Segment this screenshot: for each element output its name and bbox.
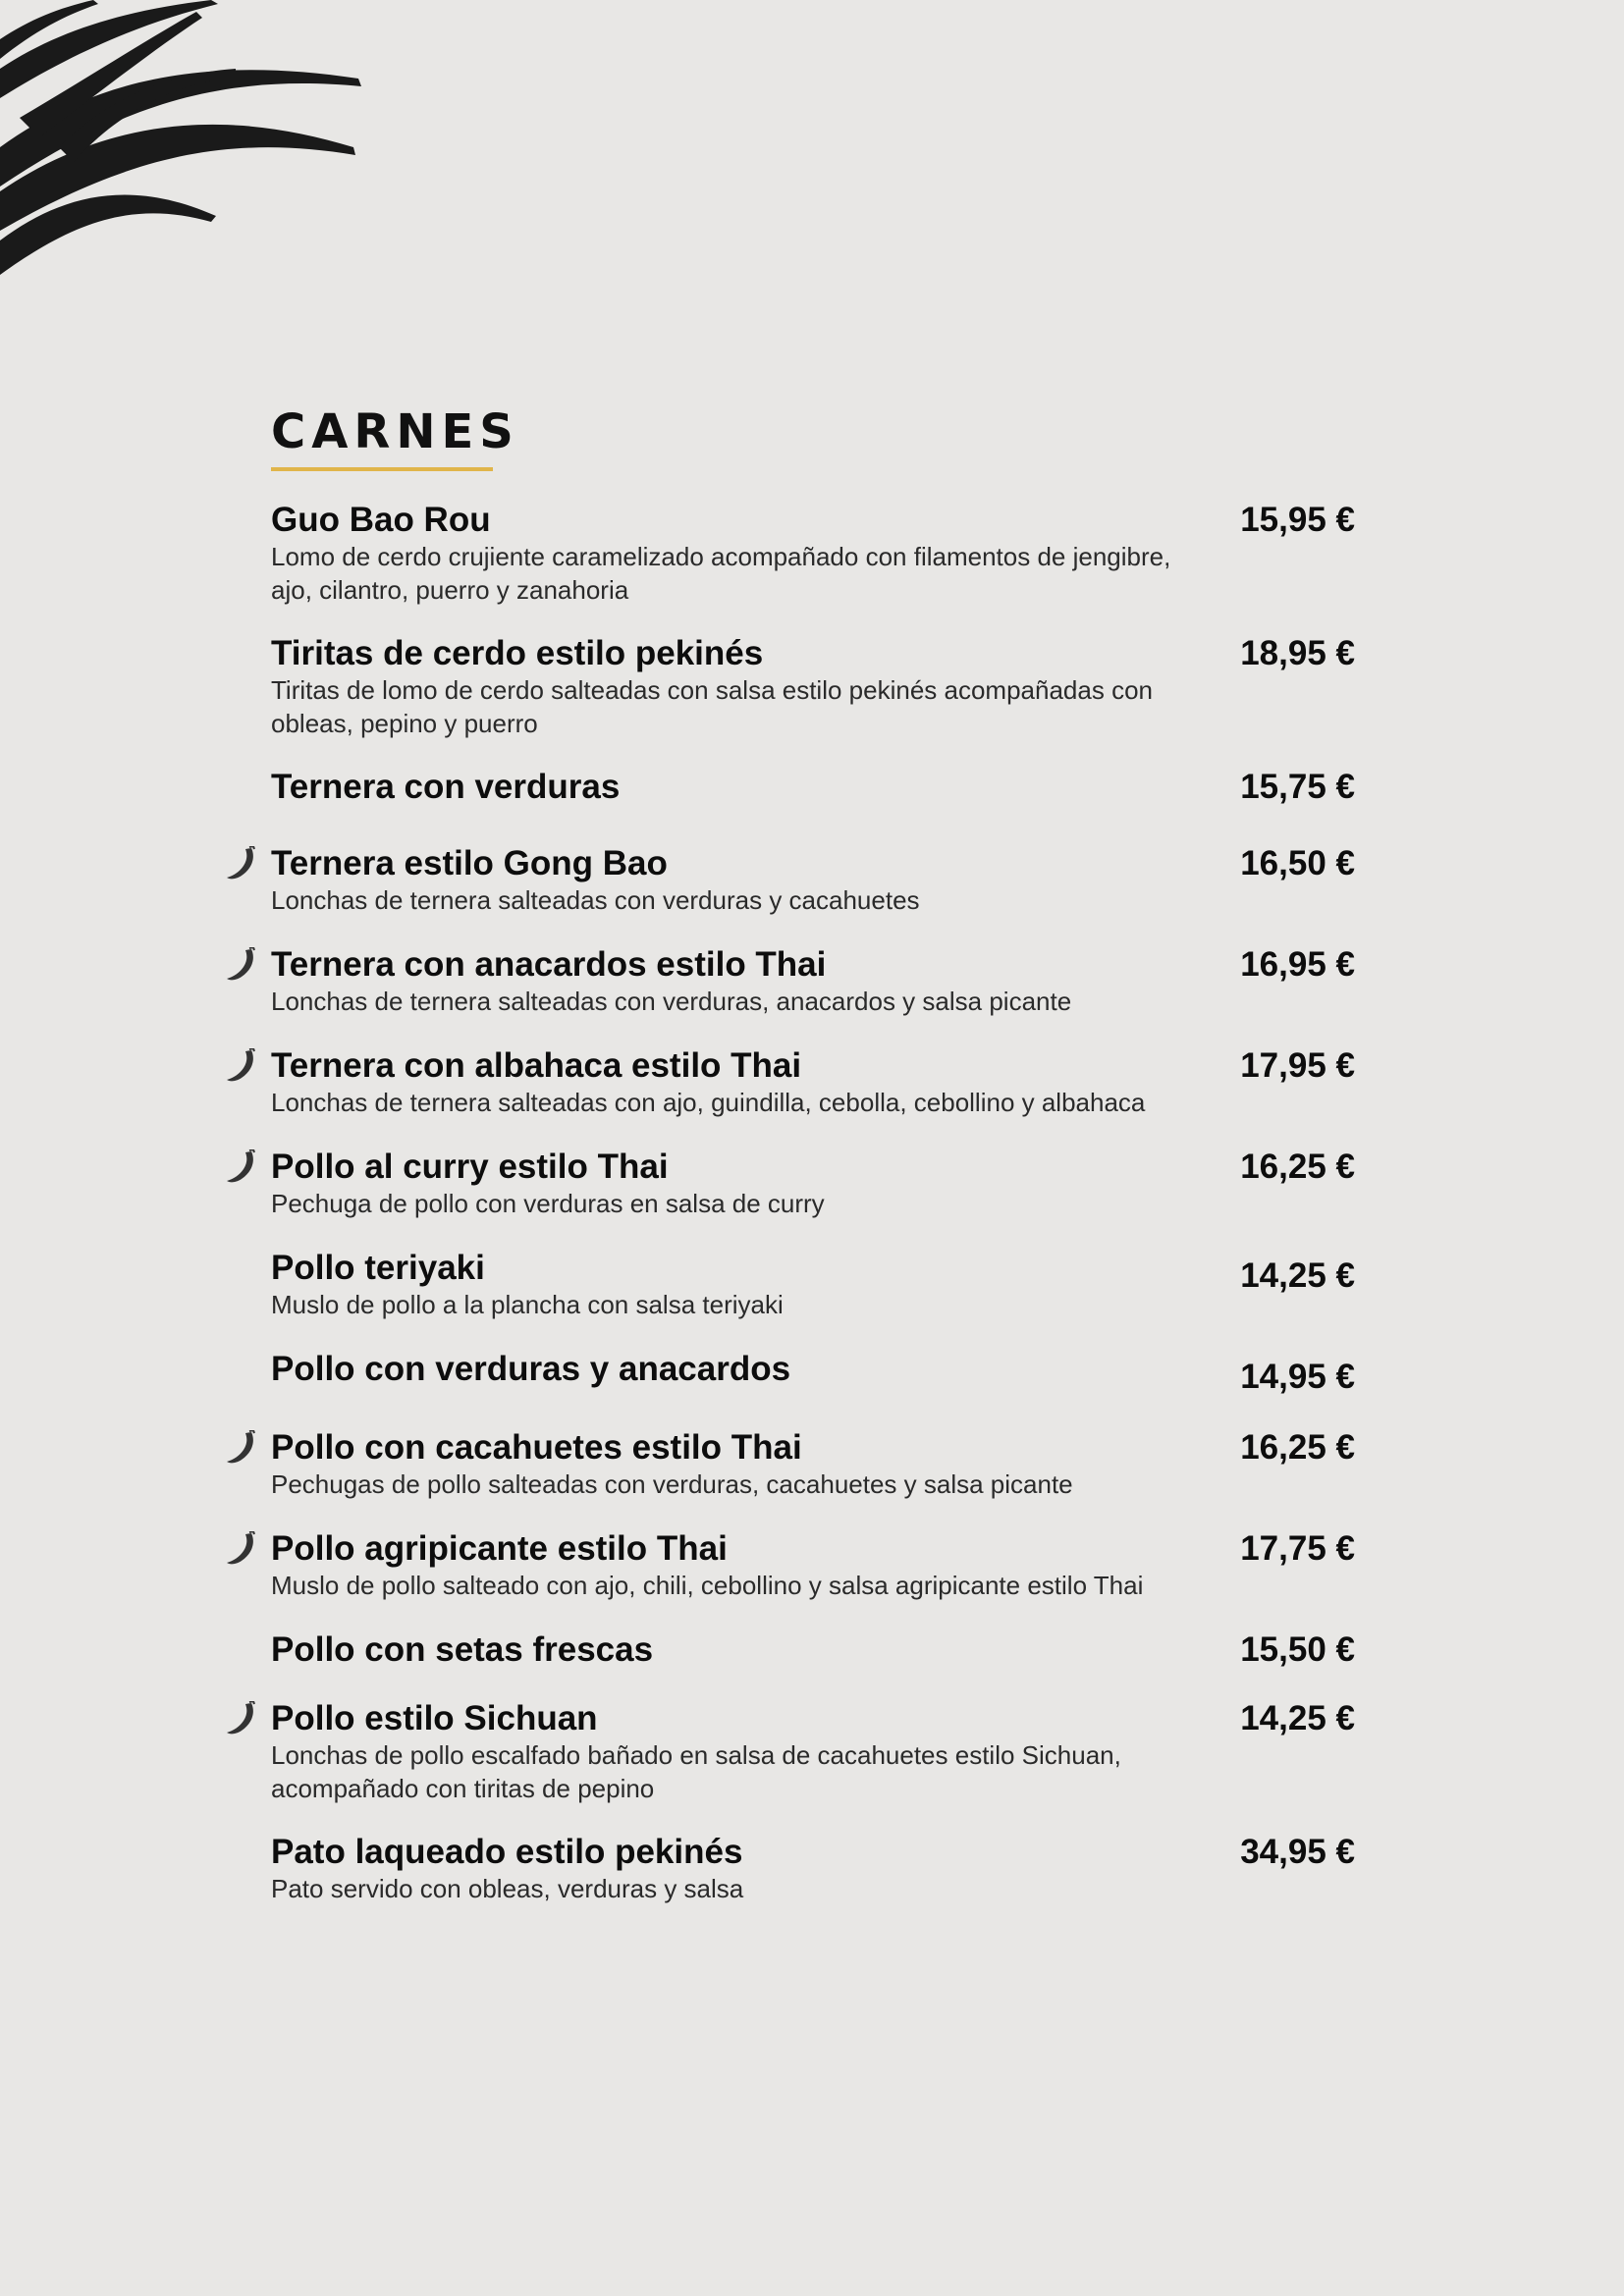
- item-price: 16,50 €: [1240, 844, 1355, 882]
- item-name: Guo Bao Rou: [271, 501, 491, 539]
- item-price: 16,95 €: [1240, 945, 1355, 984]
- item-price: 18,95 €: [1240, 634, 1355, 672]
- item-description: Muslo de pollo a la plancha con salsa teriyaki: [271, 1290, 784, 1319]
- item-description: Lonchas de ternera salteadas con verduras, anacardos y salsa picante: [271, 987, 1072, 1016]
- item-description: Lonchas de ternera salteadas con verduras y cacahuetes: [271, 885, 920, 915]
- item-name: Tiritas de cerdo estilo pekinés: [271, 634, 764, 672]
- section-title: CARNES: [271, 404, 519, 459]
- item-description: Lonchas de ternera salteadas con ajo, guindilla, cebolla, cebollino y albahaca: [271, 1088, 1146, 1117]
- item-price: 17,95 €: [1240, 1046, 1355, 1085]
- item-name: Pollo agripicante estilo Thai: [271, 1529, 728, 1568]
- bamboo-leaves-icon: [0, 0, 373, 294]
- item-name: Pollo con cacahuetes estilo Thai: [271, 1428, 802, 1467]
- item-price: 14,25 €: [1240, 1699, 1355, 1737]
- item-name: Pollo al curry estilo Thai: [271, 1148, 669, 1186]
- item-name: Pollo estilo Sichuan: [271, 1699, 598, 1737]
- item-description: Tiritas de lomo de cerdo salteadas con salsa estilo pekinés acompañadas con obleas, pepino y puerro: [271, 675, 1153, 738]
- item-description: Pechuga de pollo con verduras en salsa de curry: [271, 1189, 825, 1218]
- item-name: Pollo teriyaki: [271, 1249, 485, 1287]
- item-price: 34,95 €: [1240, 1833, 1355, 1871]
- chili-pepper-icon: [226, 1531, 259, 1567]
- carnes-section: [271, 402, 1355, 1903]
- item-price: 15,50 €: [1240, 1630, 1355, 1669]
- title-underline: [271, 467, 493, 471]
- chili-pepper-icon: [226, 1149, 259, 1185]
- item-description: Lomo de cerdo crujiente caramelizado acompañado con filamentos de jengibre, ajo, cilantro, puerro y zanahoria: [271, 542, 1171, 605]
- item-name: Ternera con verduras: [271, 768, 621, 806]
- item-description: Muslo de pollo salteado con ajo, chili, cebollino y salsa agripicante estilo Thai: [271, 1571, 1144, 1600]
- chili-pepper-icon: [226, 1048, 259, 1084]
- item-price: 16,25 €: [1240, 1148, 1355, 1186]
- item-name: Ternera con albahaca estilo Thai: [271, 1046, 802, 1085]
- chili-pepper-icon: [226, 846, 259, 881]
- item-name: Pollo con setas frescas: [271, 1630, 654, 1669]
- item-price: 15,95 €: [1240, 501, 1355, 539]
- chili-pepper-icon: [226, 1430, 259, 1466]
- item-description: Lonchas de pollo escalfado bañado en salsa de cacahuetes estilo Sichuan, acompañado con tiritas de pepino: [271, 1740, 1121, 1803]
- item-price: 17,75 €: [1240, 1529, 1355, 1568]
- item-name: Ternera con anacardos estilo Thai: [271, 945, 827, 984]
- item-price: 16,25 €: [1240, 1428, 1355, 1467]
- item-name: Pollo con verduras y anacardos: [271, 1350, 791, 1388]
- item-price: 14,25 €: [1240, 1256, 1355, 1295]
- chili-pepper-icon: [226, 947, 259, 983]
- chili-pepper-icon: [226, 1701, 259, 1736]
- item-price: 15,75 €: [1240, 768, 1355, 806]
- item-price: 14,95 €: [1240, 1358, 1355, 1396]
- item-description: Pato servido con obleas, verduras y salsa: [271, 1874, 744, 1903]
- item-name: Pato laqueado estilo pekinés: [271, 1833, 743, 1871]
- item-name: Ternera estilo Gong Bao: [271, 844, 668, 882]
- item-description: Pechugas de pollo salteadas con verduras, cacahuetes y salsa picante: [271, 1469, 1073, 1499]
